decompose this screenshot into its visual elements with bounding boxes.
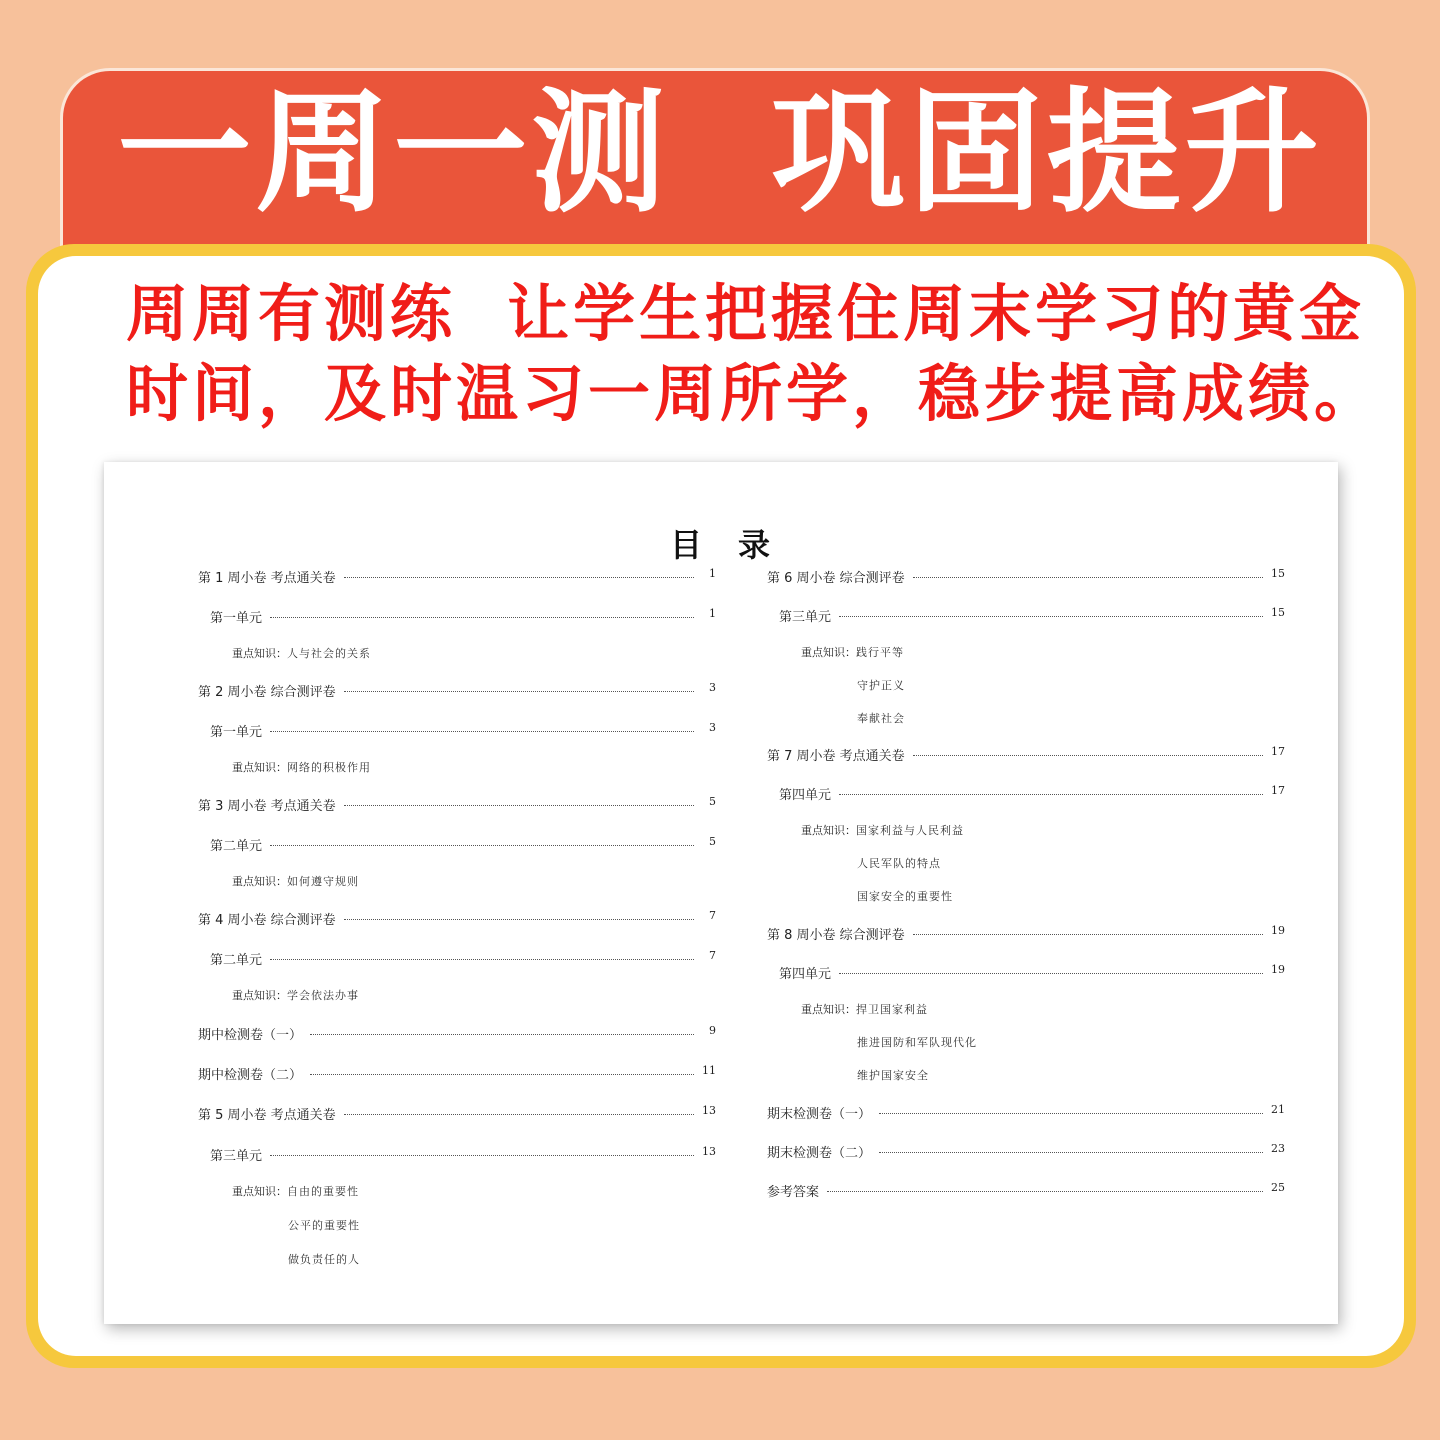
toc-entry-label: 第一单元 xyxy=(210,611,263,626)
toc-entry-label: 第 1 周小卷 考点通关卷 xyxy=(198,571,336,586)
toc-leader-dots xyxy=(270,1155,694,1156)
toc-entry-label: 第 3 周小卷 考点通关卷 xyxy=(198,799,336,814)
toc-leader-dots xyxy=(344,1114,694,1115)
key-point-heading: 重点知识： xyxy=(801,824,856,837)
toc-entry-page: 7 xyxy=(709,949,716,962)
key-point-text: 网络的积极作用 xyxy=(287,761,371,774)
key-point-text: 学会依法办事 xyxy=(287,989,359,1002)
key-point xyxy=(232,759,371,775)
key-point xyxy=(857,888,953,904)
toc-entry xyxy=(210,607,716,627)
key-point-heading: 重点知识： xyxy=(232,1185,287,1198)
toc-leader-dots xyxy=(839,973,1263,974)
toc-entry-page: 17 xyxy=(1271,784,1285,797)
toc-entry xyxy=(210,1145,716,1165)
key-point xyxy=(857,855,941,871)
key-point-text: 维护国家安全 xyxy=(857,1069,929,1082)
key-point xyxy=(801,1001,928,1017)
key-point-text: 自由的重要性 xyxy=(287,1185,359,1198)
toc-entry xyxy=(779,606,1285,626)
toc-entry-page: 13 xyxy=(702,1104,716,1117)
toc-entry xyxy=(210,721,716,741)
toc-entry-page: 25 xyxy=(1271,1181,1285,1194)
subtitle-line-2: 时间，及时温习一周所学，稳步提高成绩。 xyxy=(126,357,1381,430)
key-point xyxy=(857,1034,977,1050)
toc-entry-page: 21 xyxy=(1271,1103,1285,1116)
toc-entry-page: 3 xyxy=(709,681,716,694)
toc-entry-page: 3 xyxy=(709,721,716,734)
key-point-text: 国家利益与人民利益 xyxy=(856,824,964,837)
toc-entry-page: 23 xyxy=(1271,1142,1285,1155)
toc-leader-dots xyxy=(913,577,1263,578)
toc-entry-label: 第 6 周小卷 综合测评卷 xyxy=(767,571,905,586)
toc-entry-page: 11 xyxy=(702,1064,716,1077)
toc-entry-page: 1 xyxy=(709,567,716,580)
key-point xyxy=(288,1217,360,1233)
key-point-text: 公平的重要性 xyxy=(288,1219,360,1232)
toc-entry-label: 第二单元 xyxy=(210,839,263,854)
key-point xyxy=(232,645,371,661)
toc-entry-page: 19 xyxy=(1271,963,1285,976)
toc-leader-dots xyxy=(270,617,694,618)
toc-entry-page: 19 xyxy=(1271,924,1285,937)
key-point-text: 奉献社会 xyxy=(857,712,905,725)
key-point-text: 推进国防和军队现代化 xyxy=(857,1036,977,1049)
toc-leader-dots xyxy=(310,1074,694,1075)
toc-leader-dots xyxy=(310,1034,694,1035)
key-point xyxy=(288,1251,360,1267)
key-point xyxy=(857,677,905,693)
toc-entry-label: 期中检测卷（二） xyxy=(198,1068,303,1083)
toc-entry-label: 第 2 周小卷 综合测评卷 xyxy=(198,685,336,700)
toc-entry xyxy=(779,784,1285,804)
toc-entry-page: 17 xyxy=(1271,745,1285,758)
subtitle-line-1: 周周有测练 让学生把握住周末学习的黄金 xyxy=(126,277,1366,350)
key-point-text: 国家安全的重要性 xyxy=(857,890,953,903)
toc-leader-dots xyxy=(344,805,694,806)
toc-leader-dots xyxy=(913,755,1263,756)
toc-entry xyxy=(198,567,716,587)
toc-title: 目录 xyxy=(669,526,806,564)
toc-entry xyxy=(767,745,1285,765)
toc-entry xyxy=(198,909,716,929)
toc-entry-page: 5 xyxy=(709,835,716,848)
toc-entry-page: 5 xyxy=(709,795,716,808)
toc-entry-page: 9 xyxy=(709,1024,716,1037)
toc-leader-dots xyxy=(839,794,1263,795)
key-point-text: 做负责任的人 xyxy=(288,1253,360,1266)
toc-entry xyxy=(210,835,716,855)
toc-entry-label: 第四单元 xyxy=(779,967,832,982)
toc-entry xyxy=(767,1181,1285,1201)
key-point xyxy=(857,710,905,726)
toc-leader-dots xyxy=(839,616,1263,617)
key-point-heading: 重点知识： xyxy=(232,647,287,660)
toc-entry-label: 第三单元 xyxy=(779,610,832,625)
toc-leader-dots xyxy=(879,1113,1263,1114)
key-point-heading: 重点知识： xyxy=(232,875,287,888)
key-point-text: 践行平等 xyxy=(856,646,904,659)
toc-entry-label: 第四单元 xyxy=(779,788,832,803)
key-point xyxy=(232,873,359,889)
toc-entry-label: 第一单元 xyxy=(210,725,263,740)
headline: 一周一测 巩固提升 xyxy=(117,75,1323,231)
toc-entry-page: 15 xyxy=(1271,567,1285,580)
toc-entry-page: 7 xyxy=(709,909,716,922)
key-point xyxy=(801,822,964,838)
toc-entry-label: 第 4 周小卷 综合测评卷 xyxy=(198,913,336,928)
toc-leader-dots xyxy=(270,959,694,960)
toc-entry xyxy=(198,1064,716,1084)
key-point-heading: 重点知识： xyxy=(232,761,287,774)
toc-entry xyxy=(210,949,716,969)
toc-entry xyxy=(767,1142,1285,1162)
toc-entry xyxy=(767,1103,1285,1123)
key-point xyxy=(801,644,904,660)
toc-leader-dots xyxy=(344,919,694,920)
toc-entry-label: 期中检测卷（一） xyxy=(198,1028,303,1043)
toc-entry xyxy=(198,1024,716,1044)
key-point-heading: 重点知识： xyxy=(801,1003,856,1016)
toc-entry-page: 13 xyxy=(702,1145,716,1158)
key-point-text: 守护正义 xyxy=(857,679,905,692)
toc-entry-label: 参考答案 xyxy=(767,1185,820,1200)
toc-leader-dots xyxy=(827,1191,1263,1192)
toc-leader-dots xyxy=(913,934,1263,935)
toc-entry-label: 期末检测卷（二） xyxy=(767,1146,872,1161)
toc-entry xyxy=(767,924,1285,944)
key-point xyxy=(232,1183,359,1199)
toc-entry-page: 1 xyxy=(709,607,716,620)
key-point-heading: 重点知识： xyxy=(232,989,287,1002)
toc-leader-dots xyxy=(344,577,694,578)
toc-entry-page: 15 xyxy=(1271,606,1285,619)
key-point-heading: 重点知识： xyxy=(801,646,856,659)
toc-entry-label: 第 7 周小卷 考点通关卷 xyxy=(767,749,905,764)
toc-entry-label: 第 8 周小卷 综合测评卷 xyxy=(767,928,905,943)
toc-leader-dots xyxy=(879,1152,1263,1153)
toc-entry xyxy=(198,795,716,815)
toc-entry-label: 第三单元 xyxy=(210,1149,263,1164)
toc-entry xyxy=(198,681,716,701)
key-point xyxy=(232,987,359,1003)
key-point-text: 人民军队的特点 xyxy=(857,857,941,870)
toc-leader-dots xyxy=(344,691,694,692)
toc-entry xyxy=(198,1104,716,1124)
key-point-text: 捍卫国家利益 xyxy=(856,1003,928,1016)
toc-entry-label: 期末检测卷（一） xyxy=(767,1107,872,1122)
toc-entry xyxy=(767,567,1285,587)
toc-entry-label: 第二单元 xyxy=(210,953,263,968)
toc-entry-label: 第 5 周小卷 考点通关卷 xyxy=(198,1108,336,1123)
toc-leader-dots xyxy=(270,731,694,732)
key-point-text: 人与社会的关系 xyxy=(287,647,371,660)
key-point xyxy=(857,1067,929,1083)
key-point-text: 如何遵守规则 xyxy=(287,875,359,888)
toc-entry xyxy=(779,963,1285,983)
toc-leader-dots xyxy=(270,845,694,846)
